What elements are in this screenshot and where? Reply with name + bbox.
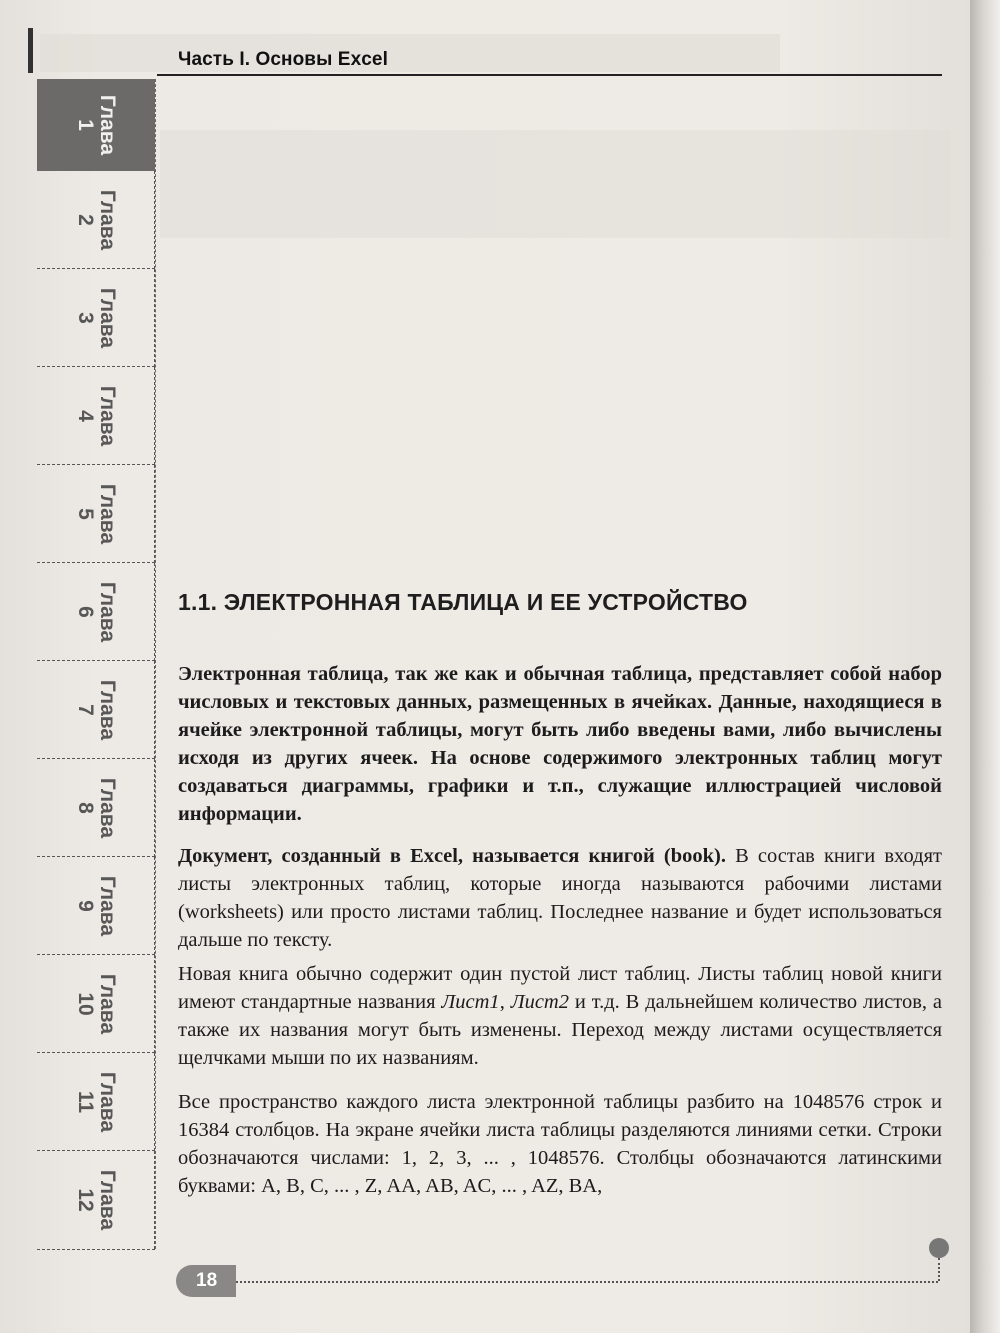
paragraph-book-lead: Документ, созданный в Excel, называется книгой (book).: [178, 845, 726, 867]
paragraph-new-book: [178, 960, 942, 1072]
sheet-name-2: Лист2: [510, 991, 569, 1013]
paragraph-book: [178, 842, 942, 954]
page-edge: [970, 0, 1000, 1333]
chapter-tab-3[interactable]: [37, 269, 155, 367]
chapter-tab-10[interactable]: [37, 955, 155, 1053]
chapter-tab-label: Глава 8: [73, 777, 119, 838]
chapter-tab-label: Глава 5: [73, 483, 119, 544]
section-heading: 1.1. ЭЛЕКТРОННАЯ ТАБЛИЦА И ЕЕ УСТРОЙСТВО: [178, 589, 748, 615]
chapter-tab-label: Глава 3: [73, 287, 119, 348]
chapter-tab-4[interactable]: [37, 367, 155, 465]
chapter-tab-7[interactable]: [37, 661, 155, 759]
footer-dotted-line: [236, 1281, 938, 1283]
chapter-tabs: [37, 79, 155, 1249]
chapter-tab-8[interactable]: [37, 759, 155, 857]
footer-dot-icon: [929, 1238, 949, 1258]
bleed-through-band: [40, 34, 780, 72]
paragraph-text: ,: [499, 991, 511, 1013]
chapter-tab-12[interactable]: [37, 1151, 155, 1249]
paragraph-book-text: В состав книги входят листы электронных таблиц, которые иногда называются рабочими листами (worksheets) или просто листами таблиц. Последнее название и будет использоваться дальше по тексту.: [178, 845, 943, 951]
page-number: 18: [176, 1265, 236, 1297]
footer-dotted-line: [938, 1258, 940, 1281]
chapter-tab-label: Глава 12: [73, 1169, 119, 1231]
chapter-tab-1[interactable]: [37, 79, 155, 171]
paragraph-text: и т.д. В дальнейшем количество листов, а также их названия могут быть изменены. Переход между листами осуществляется щелчками мыши по их названиям.: [178, 991, 943, 1069]
chapter-tab-6[interactable]: [37, 563, 155, 661]
tab-divider-line: [37, 1249, 155, 1250]
tab-divider-line: [155, 79, 156, 1249]
paragraph-grid: Все пространство каждого листа электронной таблицы разбито на 1048576 строк и 16384 столбцов. На экране ячейки листа таблицы разделяются линиями сетки. Строки обозначаются числами: 1, 2, 3, ... , 1048576. Столбцы обозначаются латинскими буквами: A, B, C, ... , Z, AA, AB, AC, ... , AZ, BA,: [178, 1091, 942, 1197]
chapter-tab-label: Глава 2: [73, 189, 119, 250]
chapter-tab-2[interactable]: [37, 171, 155, 269]
chapter-tab-5[interactable]: [37, 465, 155, 563]
spine-mark: [28, 28, 33, 73]
sheet-name-1: Лист1: [441, 991, 500, 1013]
chapter-tab-9[interactable]: [37, 857, 155, 955]
chapter-tab-label: Глава 11: [73, 1071, 119, 1132]
chapter-tab-label: Глава 9: [73, 875, 119, 936]
chapter-tab-label: Глава 6: [73, 581, 119, 642]
paragraph-text: Новая книга обычно содержит один пустой лист таблиц. Листы таблиц новой книги имеют стандартные названия: [178, 963, 942, 1013]
bleed-through-band: [160, 130, 950, 238]
chapter-tab-label: Глава 10: [73, 973, 119, 1034]
running-header: Часть I. Основы Excel: [178, 49, 388, 70]
chapter-tab-11[interactable]: [37, 1053, 155, 1151]
paragraph-intro: Электронная таблица, так же как и обычная таблица, представляет собой набор числовых и текстовых данных, размещенных в ячейках. Данные, находящиеся в ячейке электронной таблицы, могут быть либо введены вами, либо вычислены исходя из других ячеек. На основе содержимого электронных таблиц могут создаваться диаграммы, графики и т.п., служащие иллюстрацией числовой информации.: [178, 663, 942, 825]
header-rule: [157, 74, 942, 76]
chapter-tab-label: Глава 4: [73, 385, 119, 446]
chapter-tab-label: Глава 1: [74, 94, 119, 156]
chapter-tab-label: Глава 7: [73, 679, 119, 740]
